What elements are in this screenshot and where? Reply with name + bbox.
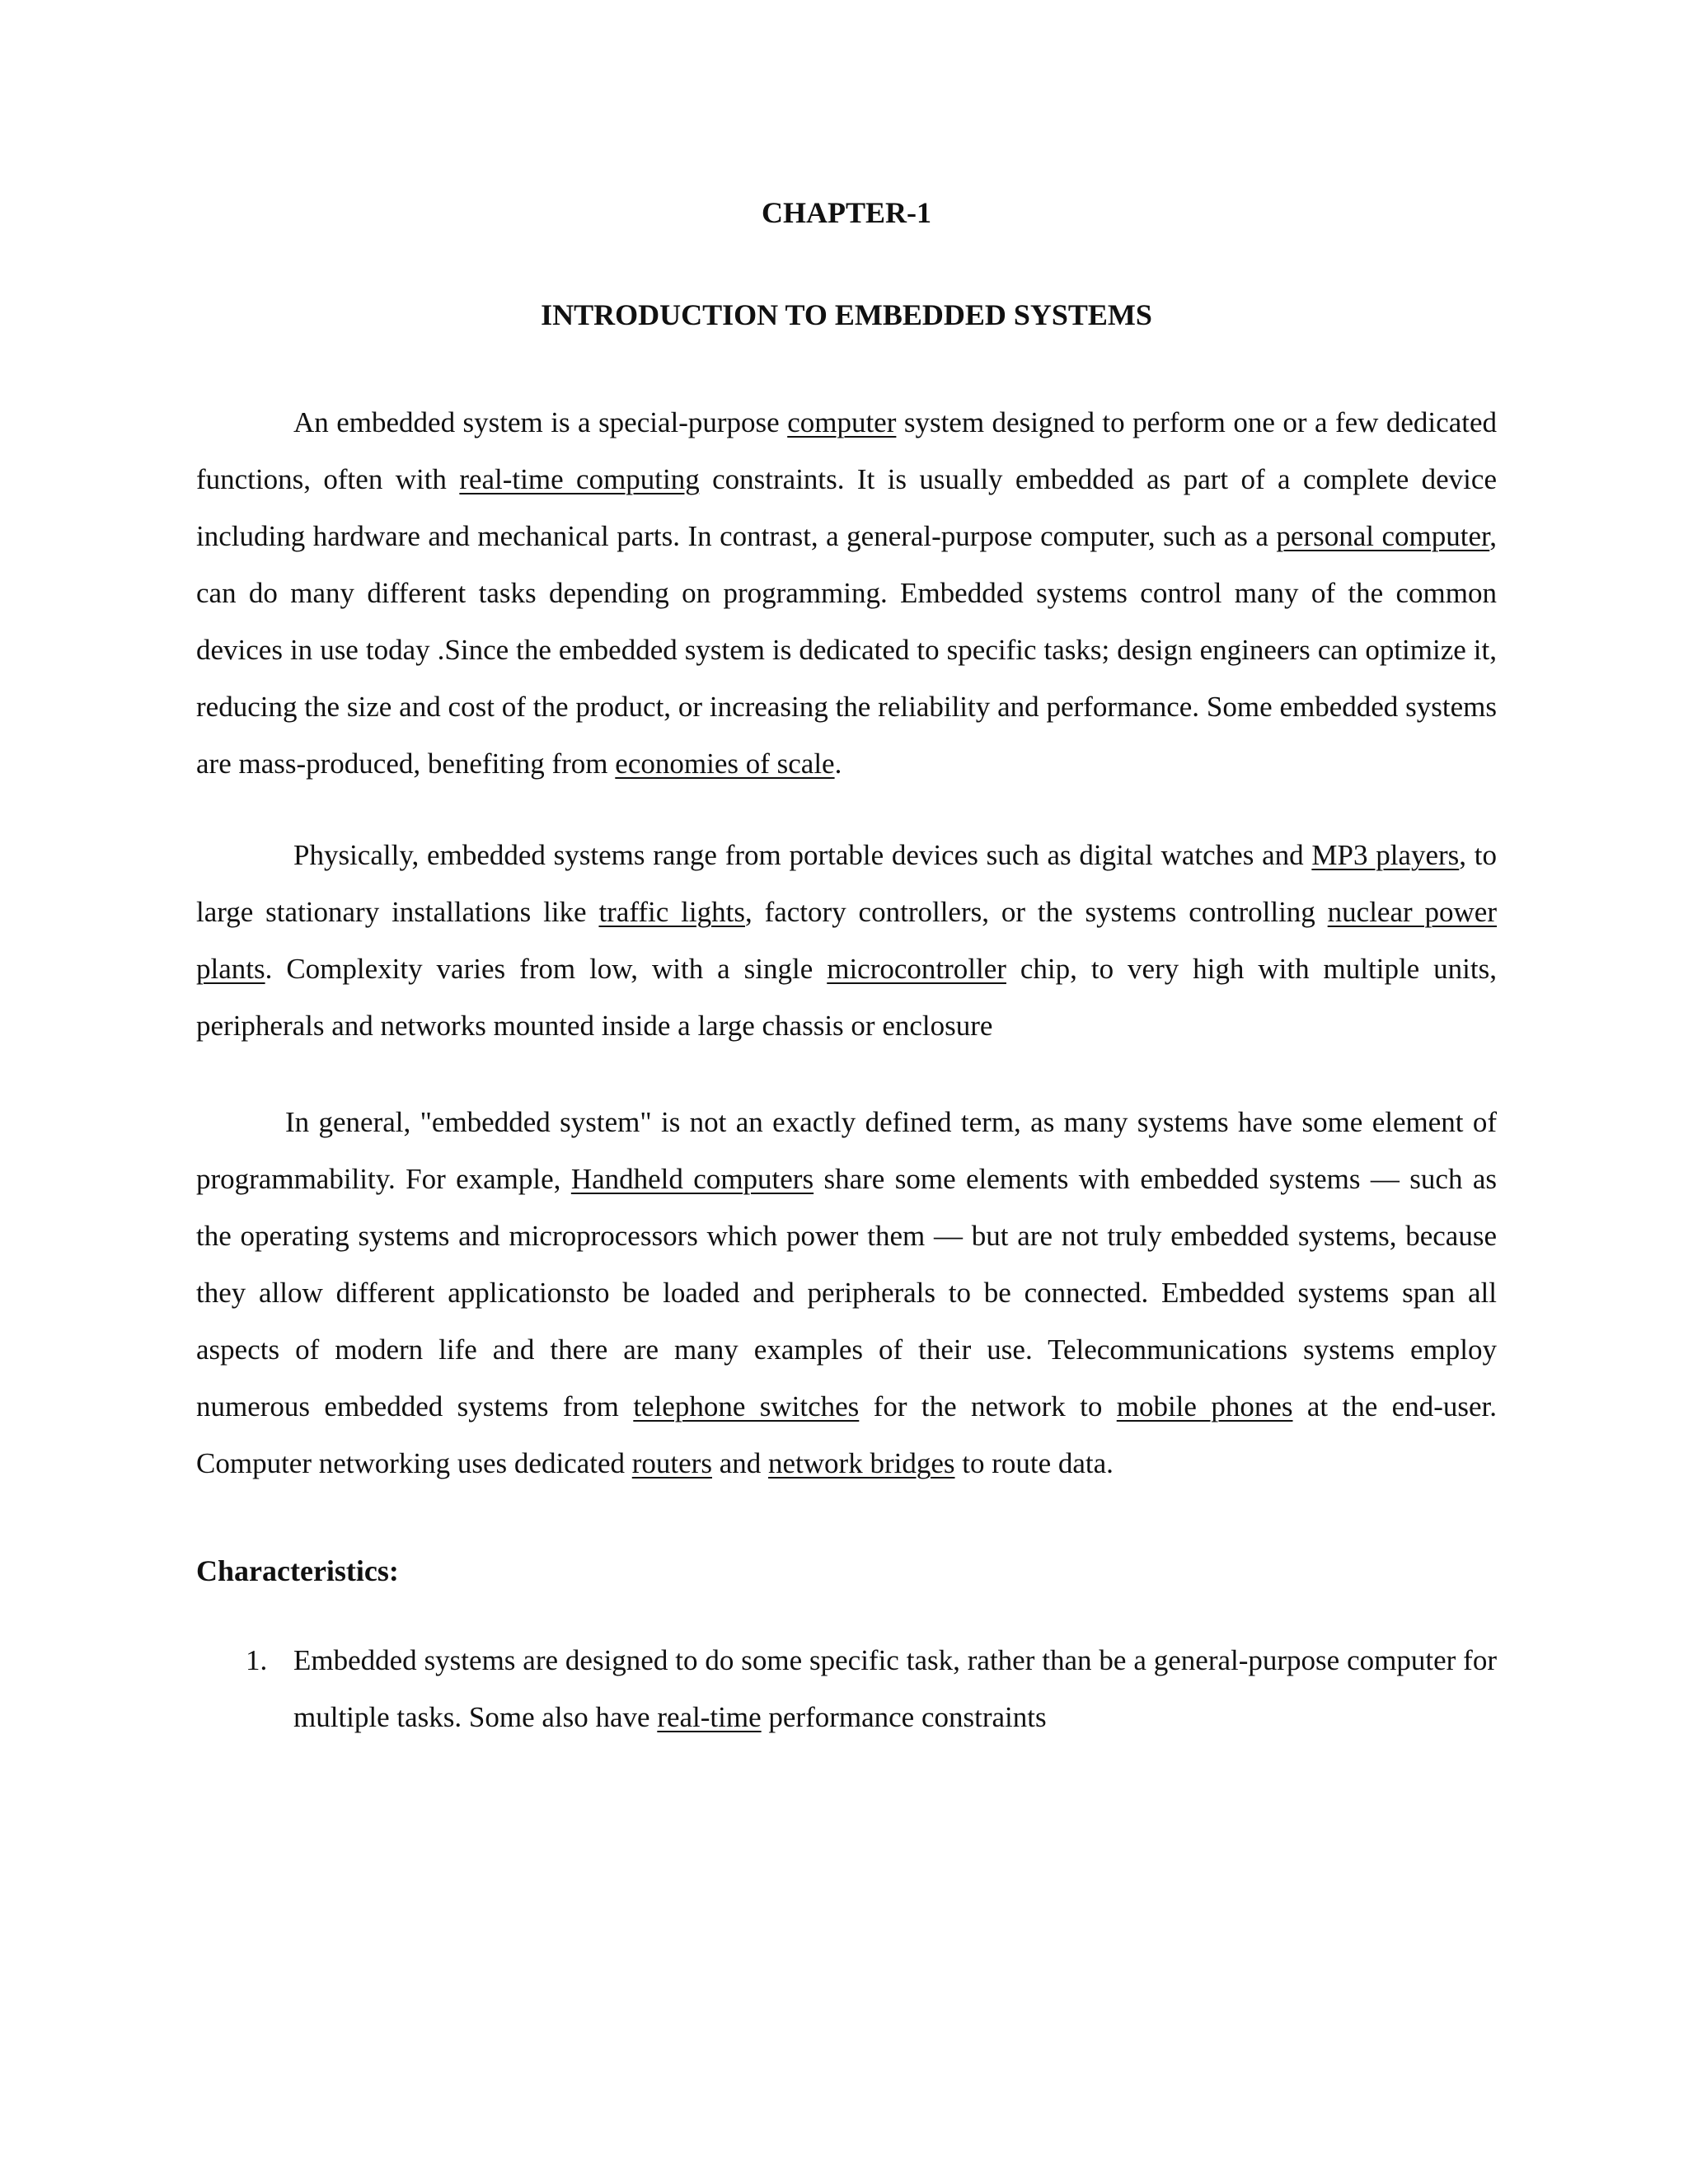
paragraph-general-usage — [196, 1094, 1497, 1492]
paragraph-physical-range — [196, 827, 1497, 1054]
text-run: , factory controllers, or the systems controlling — [744, 896, 1328, 928]
text-run: In general, "embedded system" is not an exactly defined term, as many systems have some element of programmability. For example, — [196, 1106, 1497, 1195]
list-item — [196, 1632, 1497, 1746]
hyperlink[interactable]: telephone switches — [633, 1390, 860, 1422]
hyperlink[interactable]: MP3 players — [1311, 839, 1460, 871]
list-item-text — [293, 1644, 1497, 1733]
hyperlink[interactable]: economies of scale — [615, 748, 835, 780]
text-run: performance constraints — [761, 1701, 1047, 1733]
text-run: constraints. It is usually embedded as part of a complete device including hardware and mechanical parts. In contrast, a general-purpose computer, such as a — [196, 463, 1497, 552]
hyperlink[interactable]: nuclear power plants — [196, 896, 1497, 985]
text-run: system designed to perform one or a few dedicated functions, often with — [196, 406, 1497, 495]
text-run: . — [834, 748, 842, 780]
hyperlink[interactable]: microcontroller — [827, 953, 1006, 985]
text-run: chip, to very high with multiple units, peripherals and networks mounted inside a large chassis or enclosure — [196, 953, 1497, 1042]
text-run: An embedded system is a special-purpose — [293, 406, 788, 438]
text-run: for the network to — [859, 1390, 1117, 1422]
hyperlink[interactable]: network bridges — [768, 1447, 955, 1479]
paragraph-definition — [196, 394, 1497, 792]
hyperlink[interactable]: routers — [631, 1447, 712, 1479]
hyperlink[interactable]: real-time computing — [459, 463, 700, 495]
text-run: share some elements with embedded systems — such as the operating systems and microprocessors which power them — but are not truly embedded systems, because they allow different applicationsto be loaded and peripherals to be connected. Embedded systems span all aspects of modern life and there are many examples of their use. Telecommunications systems employ numerous embedded systems from — [196, 1163, 1497, 1422]
hyperlink[interactable]: mobile phones — [1116, 1390, 1293, 1422]
characteristics-list — [196, 1632, 1497, 1746]
text-run: Physically, embedded systems range from portable devices such as digital watches and — [293, 839, 1312, 871]
chapter-label: CHAPTER-1 — [762, 196, 931, 229]
list-item-number: 1. — [246, 1644, 268, 1676]
hyperlink[interactable]: personal computer — [1276, 520, 1490, 552]
hyperlink[interactable]: computer — [787, 406, 897, 438]
text-run: at the end-user. Computer networking uses dedicated — [196, 1390, 1498, 1479]
text-run: . Complexity varies from low, with a single — [265, 953, 828, 985]
text-run: , to large stationary installations like — [196, 839, 1497, 928]
characteristics-heading: Characteristics: — [196, 1554, 399, 1587]
text-run: and — [711, 1447, 769, 1479]
hyperlink[interactable]: Handheld computers — [570, 1163, 814, 1195]
hyperlink[interactable]: real-time — [657, 1701, 762, 1733]
text-run: Embedded systems are designed to do some specific task, rather than be a general-purpose computer for multiple tasks. Some also have — [293, 1644, 1497, 1733]
text-run: , can do many different tasks depending on programming. Embedded systems control many of the common devices in use today .Since the embedded system is dedicated to specific tasks; design engineers can optimize it, reducing the size and cost of the product, or increasing the reliability and performance. Some embedded systems are mass-produced, benefiting from — [196, 520, 1497, 780]
hyperlink[interactable]: traffic lights — [598, 896, 745, 928]
chapter-title: INTRODUCTION TO EMBEDDED SYSTEMS — [541, 298, 1152, 331]
text-run: to route data. — [954, 1447, 1114, 1479]
